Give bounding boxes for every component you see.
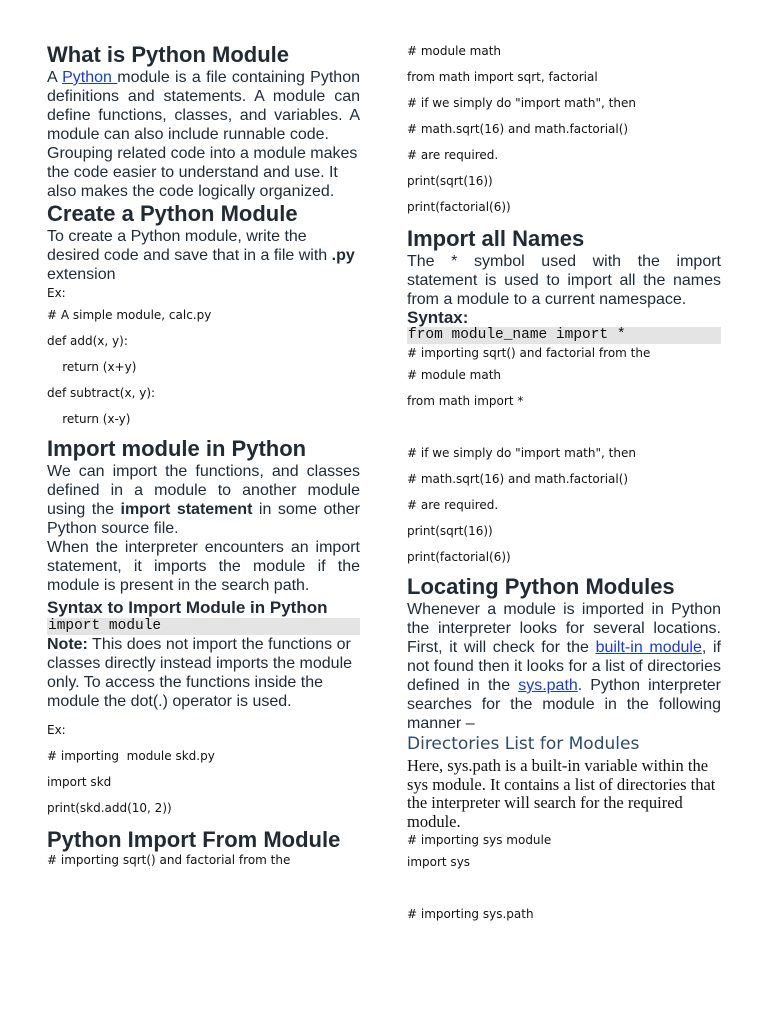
example-code-block	[47, 717, 360, 821]
code-line: # module math	[407, 44, 502, 58]
code-line: # are required.	[407, 148, 499, 162]
sys-path-link[interactable]: sys.path	[518, 677, 578, 694]
note-label: Note:	[47, 636, 88, 653]
heading-import-module: Import module in Python	[47, 436, 307, 461]
code-line: print(factorial(6))	[407, 200, 511, 214]
heading-syntax-import: Syntax to Import Module in Python	[47, 598, 328, 617]
grouping-paragraph: Grouping related code into a module makes the code easier to understand and use. It also makes the code logically organized.	[47, 145, 358, 200]
right-column	[407, 38, 721, 927]
locating-text-a: Whenever a module is imported in Python the interpreter looks for several locations. First, it will check for the	[407, 601, 721, 656]
python-link[interactable]: Python	[62, 69, 118, 86]
code-line: from math import sqrt, factorial	[407, 70, 598, 84]
code-line: # math.sqrt(16) and math.factorial()	[407, 122, 629, 136]
heading-what-is-module: What is Python Module	[47, 42, 289, 67]
code-line: # importing sys.path	[407, 907, 534, 921]
code-line: # if we simply do "import math", then	[407, 96, 636, 110]
create-paragraph	[47, 227, 360, 284]
syntax-code: import module	[47, 618, 360, 635]
sys-code-block	[407, 831, 721, 927]
intro-paragraph	[47, 68, 360, 144]
syntax-label: Syntax:	[407, 308, 469, 327]
left-column	[47, 42, 360, 868]
built-in-module-link[interactable]: built-in module	[595, 639, 702, 656]
locating-text-b: , if not found then it looks for a list of directories defined in the	[407, 639, 722, 694]
code-line: Ex:	[47, 286, 66, 300]
create-text-a: To create a Python module, write the desired code and save that in a file with	[47, 228, 332, 264]
import-text-b: in some other Python source file.	[47, 501, 360, 537]
heading-directories-list: Directories List for Modules	[407, 734, 640, 754]
note-paragraph	[47, 635, 360, 711]
heading-import-all: Import all Names	[407, 226, 585, 251]
code-line: # importing sqrt() and factorial from the	[407, 346, 651, 360]
code-line: def add(x, y):	[47, 334, 128, 348]
code-line: # module math	[407, 368, 502, 382]
directories-paragraph: Here, sys.path is a built-in variable within the sys module. It contains a list of directories that the interpreter will search for the required module.	[407, 756, 716, 831]
math-code-block	[407, 38, 721, 220]
intro-text-a: A	[47, 69, 63, 86]
code-line: # importing sqrt() and factorial from the	[47, 853, 291, 867]
code-line: return (x+y)	[47, 360, 137, 374]
code-line: return (x-y)	[47, 412, 131, 426]
code-line: import skd	[47, 775, 112, 789]
intro-text-b: module is a file containing Python definitions and statements. A module can define functions, classes, and variables. A module can also include runnable code.	[47, 69, 360, 143]
locating-text-c: . Python interpreter searches for the module in the following manner –	[407, 677, 721, 732]
create-text-b: extension	[47, 266, 116, 283]
code-line: # importing sys module	[407, 833, 552, 847]
note-text: This does not import the functions or classes directly instead imports the module only. To access the functions inside the module the dot(.) operator is used.	[47, 636, 353, 710]
code-line: # if we simply do "import math", then	[407, 446, 636, 460]
code-line: from math import *	[407, 394, 524, 408]
locating-paragraph	[407, 600, 721, 733]
code-line: # A simple module, calc.py	[47, 308, 212, 322]
code-line: # math.sqrt(16) and math.factorial()	[407, 472, 629, 486]
blank-line	[407, 875, 721, 901]
heading-import-from: Python Import From Module	[47, 827, 341, 852]
code-line: print(sqrt(16))	[407, 524, 493, 538]
blank-line	[407, 414, 721, 440]
heading-create-module: Create a Python Module	[47, 201, 298, 226]
heading-locating-modules: Locating Python Modules	[407, 574, 675, 599]
syntax-code-all: from module_name import *	[407, 327, 721, 344]
interpreter-paragraph: When the interpreter encounters an import statement, it imports the module if the module is present in the search path.	[47, 539, 360, 594]
import-all-paragraph: The * symbol used with the import statement is used to import all the names from a module to a current namespace.	[407, 253, 721, 308]
import-text-a: We can import the functions, and classes defined in a module to another module using the	[47, 463, 360, 518]
code-line: # are required.	[407, 498, 499, 512]
import-all-code-block	[407, 344, 721, 570]
import-statement-bold: import statement	[120, 501, 253, 518]
code-line: print(factorial(6))	[407, 550, 511, 564]
code-line: print(skd.add(10, 2))	[47, 801, 172, 815]
code-line: Ex:	[47, 723, 66, 737]
import-paragraph	[47, 462, 360, 538]
code-line: def subtract(x, y):	[47, 386, 156, 400]
py-extension: .py	[331, 247, 355, 264]
code-line: # importing module skd.py	[47, 749, 215, 763]
code-line: import sys	[407, 855, 471, 869]
create-code-block	[47, 284, 360, 432]
code-line: print(sqrt(16))	[407, 174, 493, 188]
